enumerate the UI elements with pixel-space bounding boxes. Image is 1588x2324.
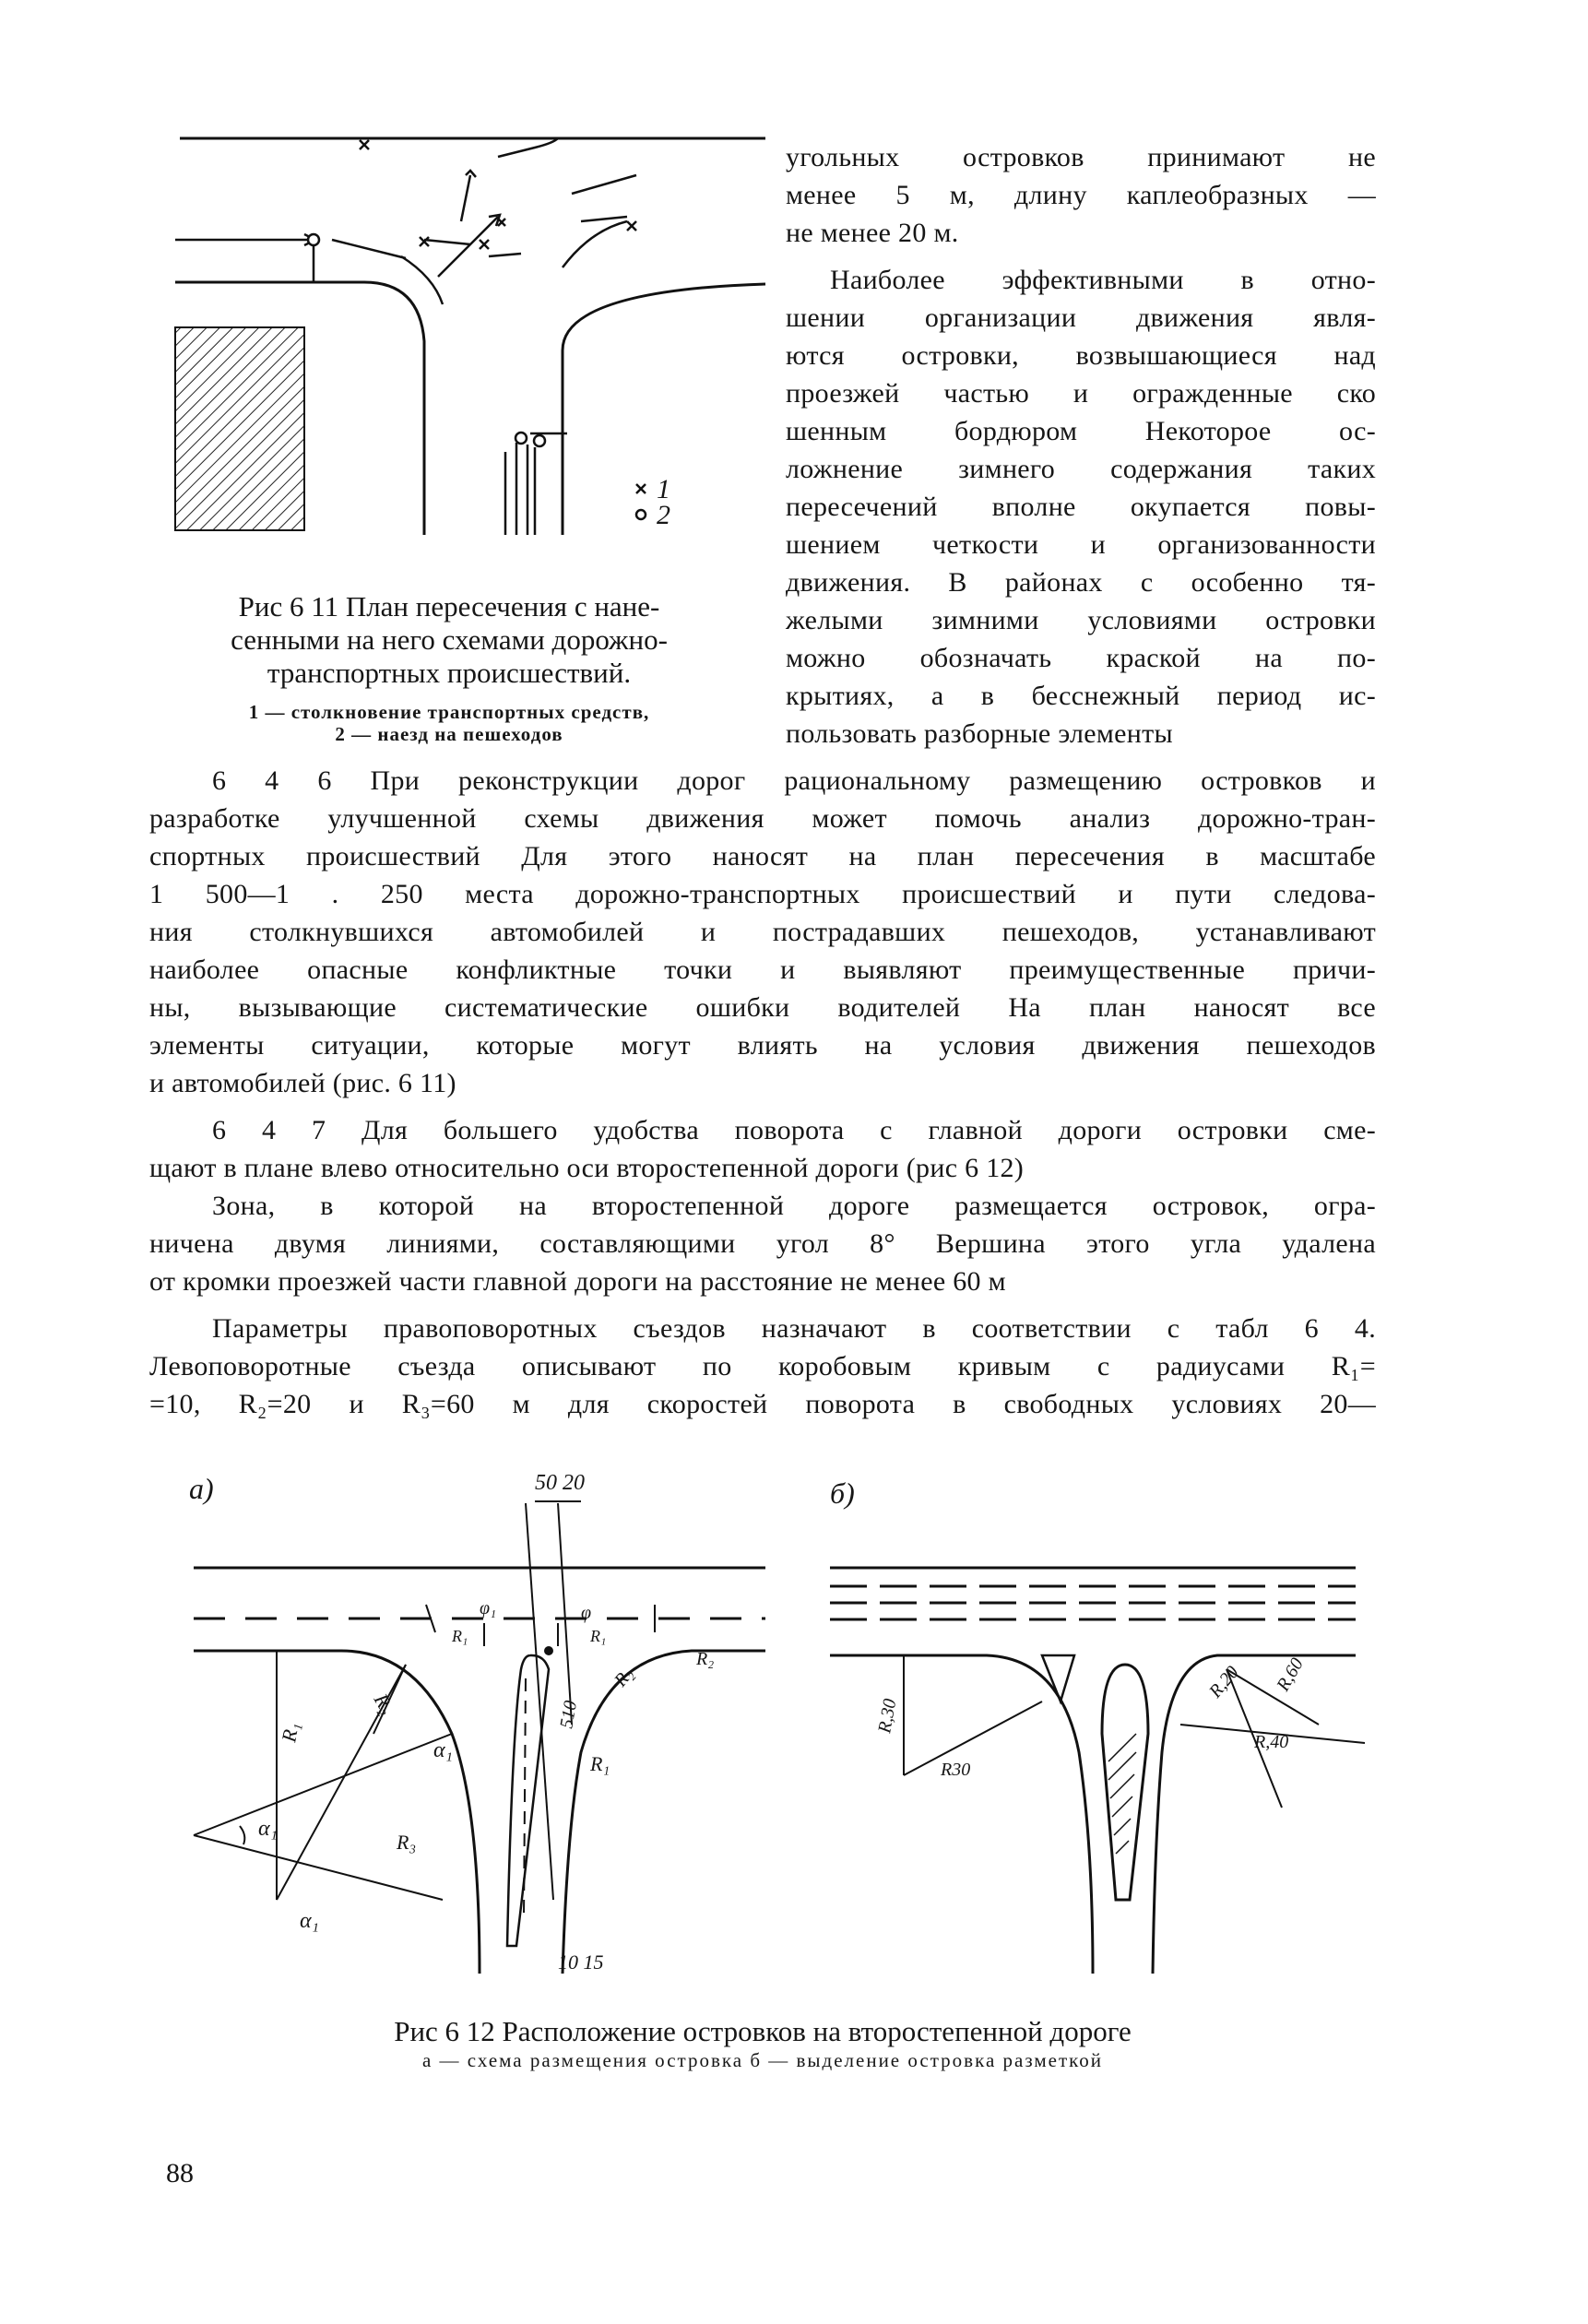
label-r2-right: R₂ [610,1664,638,1691]
body-line-8: элементы ситуации, которые могут влиять на условия движения пешеходов [149,1030,1376,1061]
figure-6-12-caption-title: Рис 6 12 Расположение островков на второстепенной дороге [394,2015,1132,2047]
collision-vectors [175,138,636,304]
body-line-3: спортных происшествий Для этого наносят на план пересечения в масштабе [149,841,1376,872]
right-line-7: проезжей частью и огражденные ско [786,378,1376,409]
body-line-15: Параметры правоповоротных съездов назначают в соответствии с табл 6 4. [212,1313,1376,1344]
body-line-13: ничена двумя линиями, составляющими угол 8° Вершина этого угла удалена [149,1228,1376,1259]
label-r60: R,60 [1273,1654,1308,1695]
label-r30-vertical: R,30 [874,1697,901,1735]
figure-6-12-caption [149,2015,1376,2072]
body-line-6: наиболее опасные конфликтные точки и выявляют преимущественные причи- [149,954,1376,985]
body-line-14: от кромки проезжей части главной дороги на расстояние не менее 60 м [149,1266,1006,1297]
figure-6-11-legend-line-1: 1 — столкновение транспортных средств, [248,701,650,723]
body-line-5: ния столкнувшихся автомобилей и пострадавших пешеходов, устанавливают [149,917,1376,947]
label-r40: R,40 [1254,1732,1289,1752]
figure-6-11-caption-line-2: сенными на него схемами дорожно- [231,623,668,656]
pedestrian-paths [314,245,567,535]
dim-label-top: 50 20 [535,1471,585,1495]
right-line-10: пересечений вполне окупается повы- [786,492,1376,522]
legend-symbol-collision [636,484,646,493]
label-alpha-left: α₁ [258,1817,278,1841]
figure-6-12-caption-legend: а — схема размещения островка б — выделение островка разметкой [421,2049,1104,2071]
right-line-15: крытиях, а в бесснежный период ис- [786,681,1376,711]
right-line-6: ются островки, возвышающиеся над [786,340,1376,371]
label-r30: R30 [941,1760,971,1780]
body-line-7: ны, вызывающие систематические ошибки водителей На план наносят все [149,992,1376,1023]
dim-label-bottom: 10 15 [558,1951,604,1974]
right-line-11: шением четкости и организованности [786,529,1376,560]
body-line-11: щают в плане влево относительно оси второстепенной дороги (рис 6 12) [149,1153,1025,1183]
panel-a-label: а) [189,1472,214,1505]
body-line-17: =10, R₂=20 и R₃=60 м для скоростей поворота в свободных условиях 20— [149,1389,1376,1419]
figure-6-11-legend-line-2: 2 — наезд на пешеходов [335,723,563,745]
label-phi1: φ₁ [480,1598,497,1618]
label-r1-right: R₁ [590,1752,610,1775]
dim-label-510: 510 [556,1699,582,1730]
label-alpha-upper: α₁ [433,1738,453,1762]
building-hatched [175,327,304,530]
figure-6-12-a [175,1457,784,1992]
body-line-12: Зона, в которой на второстепенной дороге размещается островок, огра- [212,1191,1376,1221]
legend-key-2: 2 [657,500,670,530]
right-line-16: пользовать разборные элементы [786,718,1173,749]
right-line-8: шенным бордюром Некоторое ос- [786,416,1376,446]
right-line-4: Наиболее эффективными в отно- [830,265,1376,295]
body-line-9: и автомобилей (рис. 6 11) [149,1068,456,1098]
label-r1-center: R₁ [590,1627,607,1645]
page-number: 88 [166,2158,194,2188]
label-r3: R₃ [397,1831,417,1854]
label-r1-top: R₁ [452,1627,468,1645]
figure-6-12-b [821,1457,1374,1992]
label-r1-left: R₁ [277,1720,303,1744]
curb-left [364,282,424,535]
right-line-2: менее 5 м, длину каплеобразных — [786,180,1376,210]
figure-6-11-caption-line-3: транспортных происшествий. [267,657,632,689]
label-r2: R₂ [369,1690,399,1718]
label-alpha-bottom: α₁ [300,1909,319,1933]
pedestrian-marks [308,234,545,446]
body-line-16: Левоповоротные съезда описывают по коробовым кривым с радиусами R₁= [149,1351,1376,1381]
figure-6-11-caption-line-1: Рис 6 11 План пересечения с нане- [238,590,660,622]
label-r20: R,20 [1204,1662,1243,1702]
right-line-9: ложнение зимнего содержания таких [786,454,1376,484]
right-line-13: желыми зимними условиями островки [786,605,1376,635]
figure-6-11-plan [166,120,775,553]
right-line-12: движения. В районах с особенно тя- [786,567,1376,598]
legend-symbol-pedestrian [636,510,646,519]
right-line-3: не менее 20 м. [786,218,959,248]
right-line-5: шении организации движения явля- [786,302,1376,333]
label-r2-far: R₂ [696,1649,715,1669]
right-line-14: можно обозначать краской на по- [786,643,1376,673]
body-line-4: 1 500—1 . 250 места дорожно-транспортных происшествий и пути следова- [149,879,1376,909]
body-line-10: 6 4 7 Для большего удобства поворота с главной дороги островки сме- [212,1115,1376,1145]
body-line-1: 6 4 6 При реконструкции дорог рациональному размещению островков и [212,765,1376,796]
legend-key-1: 1 [657,474,670,504]
right-line-1: угольных островков принимают не [786,142,1376,172]
body-line-2: разработке улучшенной схемы движения может помочь анализ дорожно-тран- [149,803,1376,834]
label-phi: φ [581,1603,592,1623]
panel-b-label: б) [830,1476,855,1510]
